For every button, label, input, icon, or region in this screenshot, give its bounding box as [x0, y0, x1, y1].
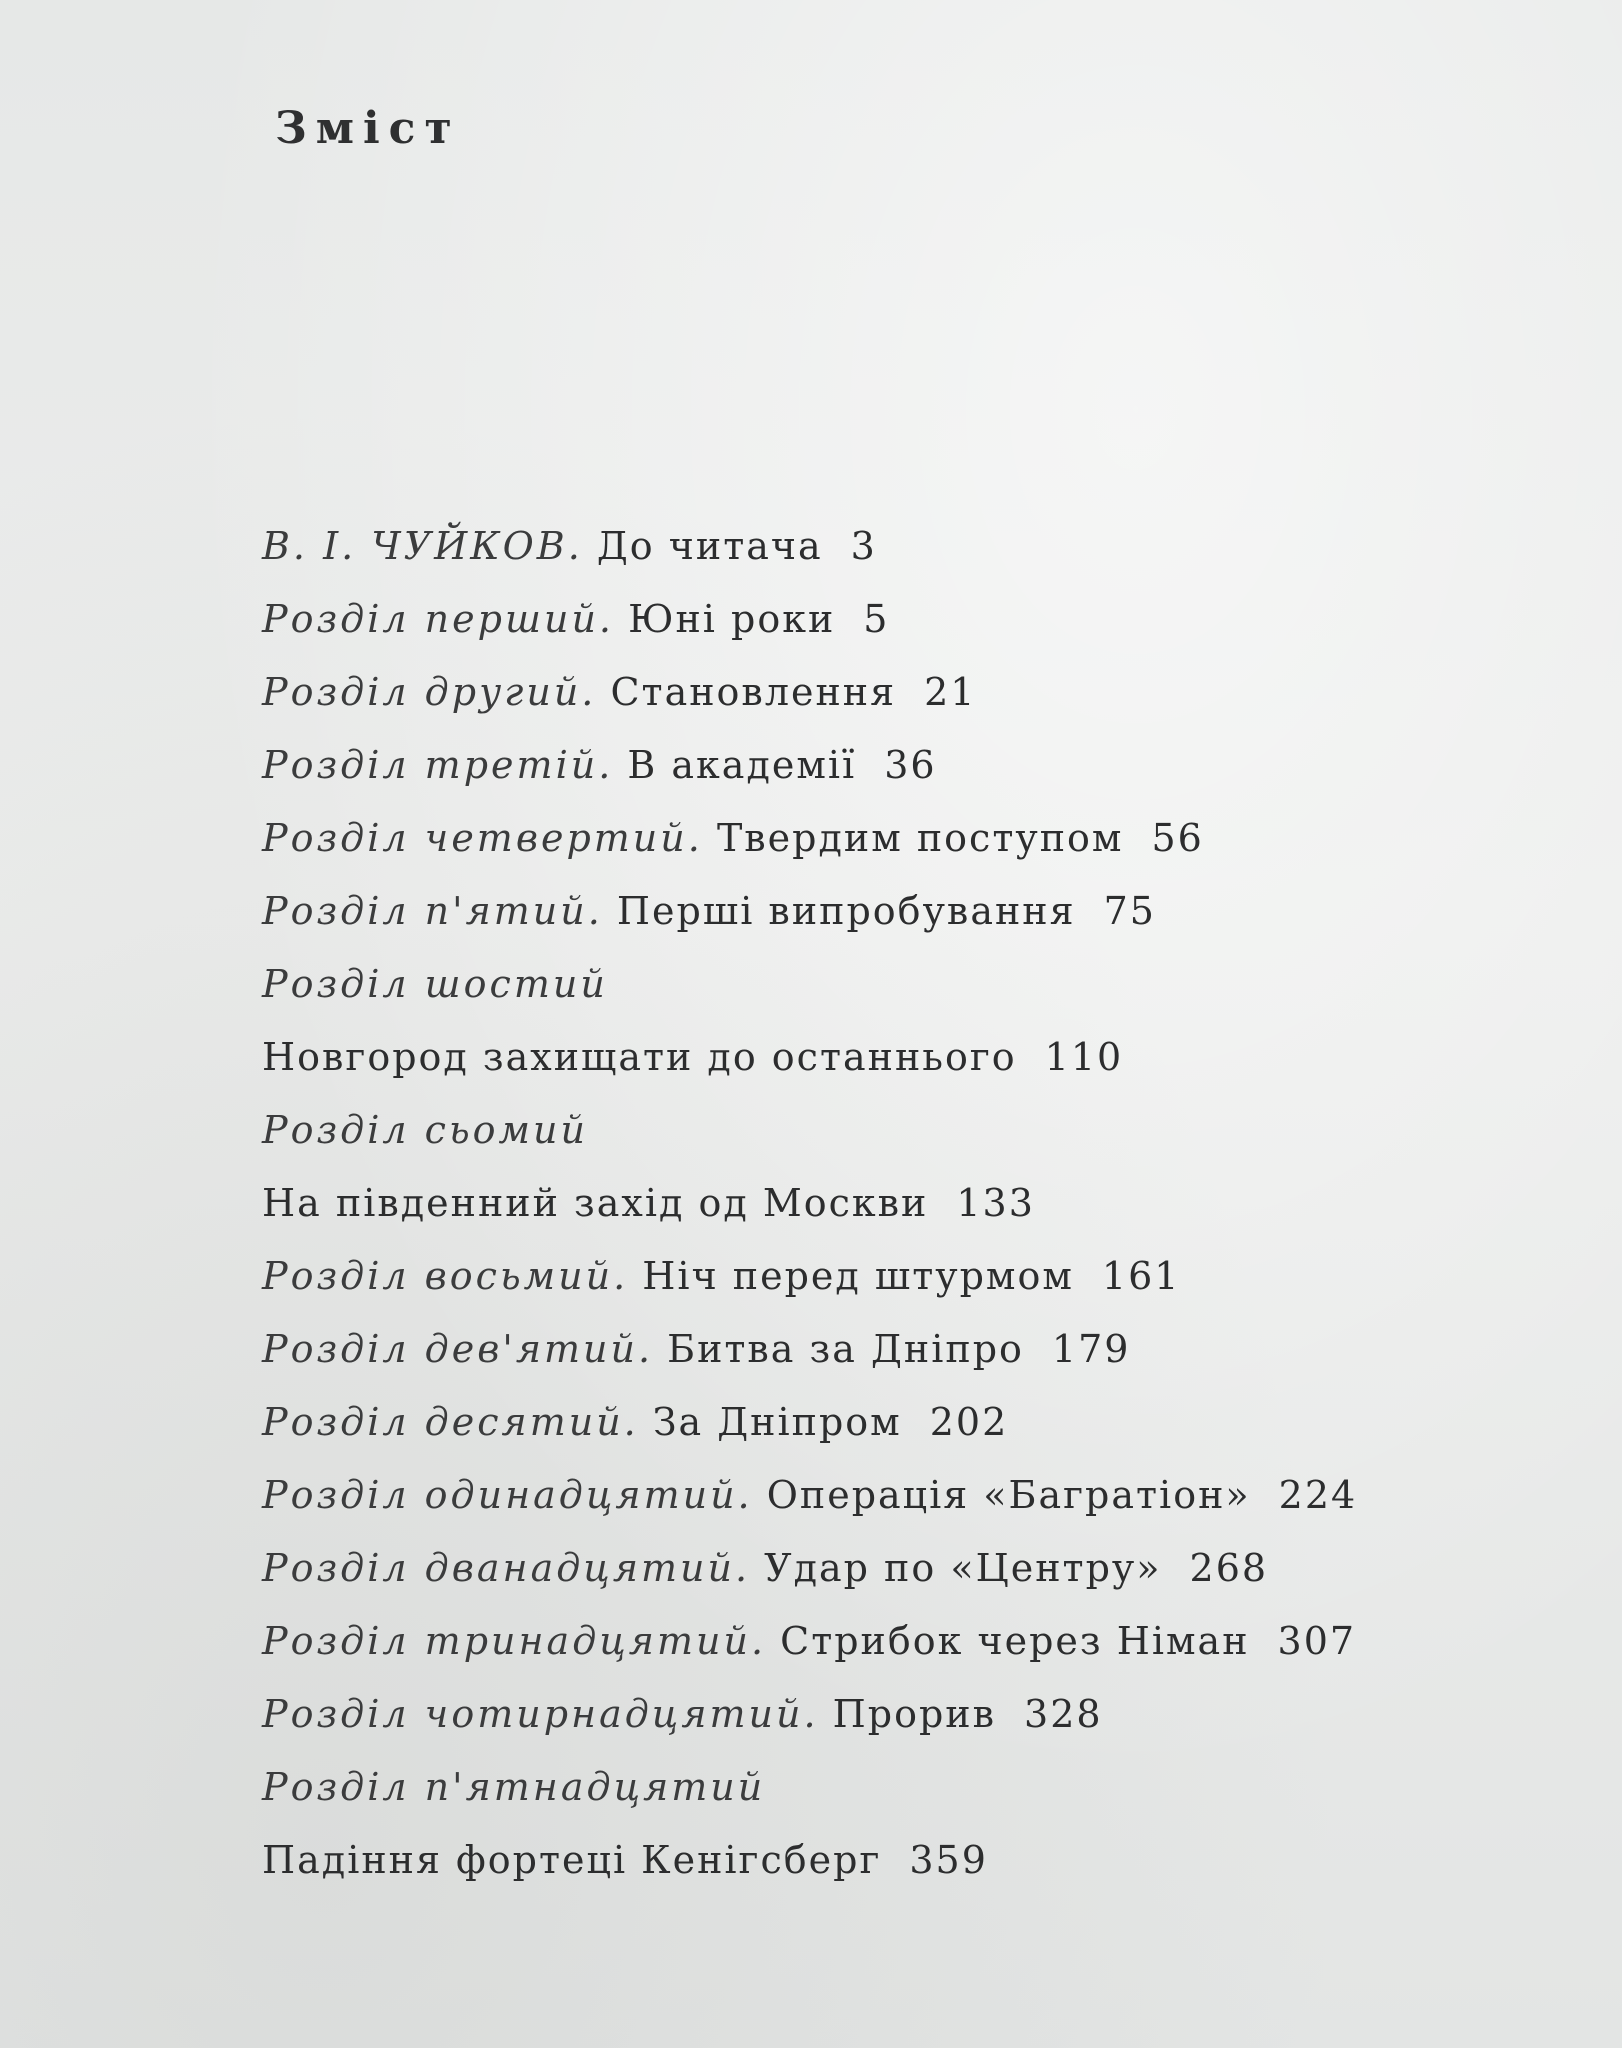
toc-entry-label: Розділ сьомий: [262, 1108, 588, 1152]
toc-entry: [262, 875, 1562, 948]
toc-entry: [262, 1167, 1562, 1240]
toc-entry-title: Стрибок через Німан: [780, 1619, 1250, 1663]
toc-entry: [262, 656, 1562, 729]
toc-entry-page-number: 224: [1278, 1473, 1358, 1517]
toc-entry-label: Розділ п'ятнадцятий: [262, 1765, 766, 1809]
toc-entry: [262, 510, 1562, 583]
toc-entry: [262, 1240, 1562, 1313]
toc-entry-page-number: 21: [924, 670, 977, 714]
toc-entry-page-number: 202: [929, 1400, 1009, 1444]
toc-entry-title: Прорив: [832, 1692, 997, 1736]
toc-entry-page-number: 307: [1277, 1619, 1357, 1663]
toc-entry: [262, 1094, 1562, 1167]
toc-entry-label: Розділ дев'ятий.: [262, 1327, 654, 1371]
toc-entry-label: Розділ одинадцятий.: [262, 1473, 753, 1517]
toc-entry: [262, 1824, 1562, 1897]
toc-entry-page-number: 5: [863, 597, 890, 641]
toc-entry-label: Розділ шостий: [262, 962, 608, 1006]
toc-entry: [262, 1751, 1562, 1824]
toc-entry-title: За Дніпром: [652, 1400, 902, 1444]
toc-entry-page-number: 56: [1151, 816, 1204, 860]
toc-entry-page-number: 268: [1189, 1546, 1269, 1590]
toc-entry-label: Розділ п'ятий.: [262, 889, 603, 933]
toc-entry-label: Розділ тринадцятий.: [262, 1619, 767, 1663]
toc-entry-title: Ніч перед штурмом: [642, 1254, 1074, 1298]
toc-entry: [262, 1532, 1562, 1605]
toc-entry-title: В академії: [627, 743, 857, 787]
toc-entry-title: Операція «Багратіон»: [766, 1473, 1251, 1517]
toc-entry-title: Новгород захищати до останнього: [262, 1035, 1017, 1079]
toc-entry: [262, 1021, 1562, 1094]
toc-entry-title: Юні роки: [628, 597, 836, 641]
toc-entry: [262, 802, 1562, 875]
toc-entry-page-number: 75: [1103, 889, 1156, 933]
page-title: Зміст: [275, 103, 461, 154]
toc-entry-label: Розділ дванадцятий.: [262, 1546, 751, 1590]
toc-entry-label: Розділ десятий.: [262, 1400, 639, 1444]
toc-entry-title: Битва за Дніпро: [667, 1327, 1024, 1371]
toc-entry: [262, 1386, 1562, 1459]
toc-entry-title: Удар по «Центру»: [764, 1546, 1162, 1590]
toc-entry-page-number: 161: [1101, 1254, 1181, 1298]
toc-entry-page-number: 359: [909, 1838, 988, 1882]
toc-entry-page-number: 110: [1044, 1035, 1124, 1079]
table-of-contents: [262, 510, 1562, 1897]
toc-entry-label: Розділ четвертий.: [262, 816, 703, 860]
toc-entry: [262, 583, 1562, 656]
toc-entry-label: Розділ другий.: [262, 670, 597, 714]
toc-entry-label: Розділ чотирнадцятий.: [262, 1692, 819, 1736]
toc-entry-title: До читача: [596, 524, 823, 568]
toc-entry-label: В. І. ЧУЙКОВ.: [262, 524, 583, 568]
toc-entry-page-number: 133: [956, 1181, 1035, 1225]
toc-entry-label: Розділ третій.: [262, 743, 614, 787]
toc-entry: [262, 729, 1562, 802]
toc-entry-page-number: 328: [1024, 1692, 1103, 1736]
toc-entry-title: Становлення: [610, 670, 897, 714]
toc-entry: [262, 1313, 1562, 1386]
toc-entry: [262, 1678, 1562, 1751]
toc-entry-page-number: 36: [884, 743, 937, 787]
toc-entry-page-number: 179: [1051, 1327, 1131, 1371]
toc-entry-page-number: 3: [850, 524, 877, 568]
toc-entry: [262, 948, 1562, 1021]
toc-entry-title: Падіння фортеці Кенігсберг: [262, 1838, 882, 1882]
toc-entry-title: Перші випробування: [616, 889, 1076, 933]
toc-entry-title: Твердим поступом: [716, 816, 1124, 860]
toc-entry: [262, 1459, 1562, 1532]
toc-entry-label: Розділ перший.: [262, 597, 614, 641]
toc-entry: [262, 1605, 1562, 1678]
toc-entry-title: На південний захід од Москви: [262, 1181, 929, 1225]
toc-entry-label: Розділ восьмий.: [262, 1254, 629, 1298]
